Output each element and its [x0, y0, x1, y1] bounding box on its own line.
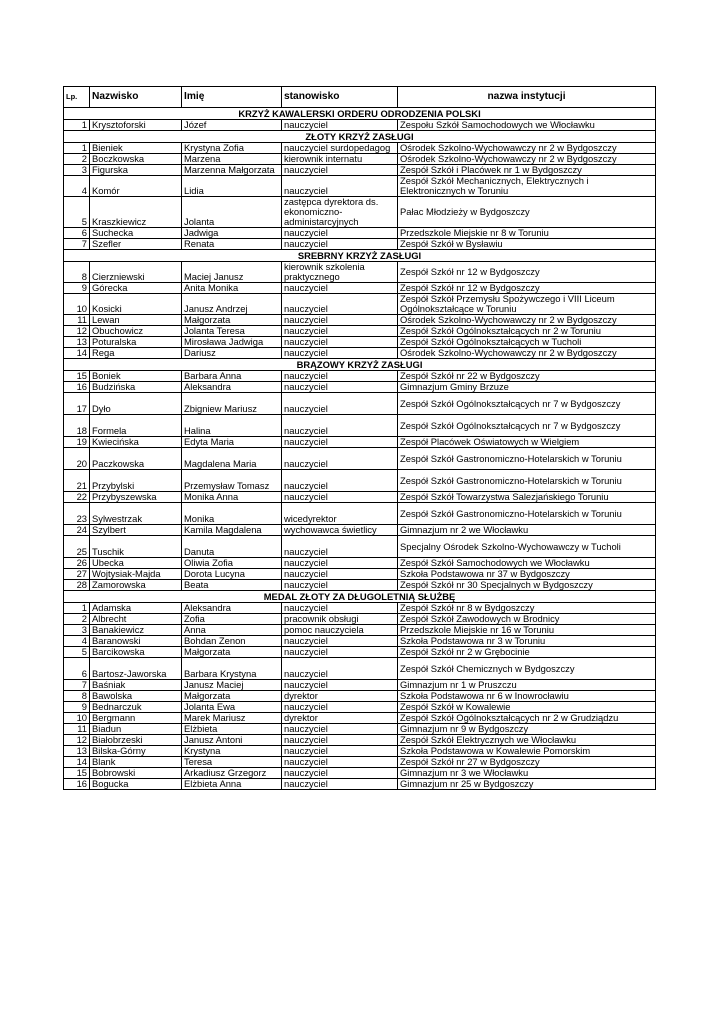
table-row [64, 492, 656, 503]
cell-stanowisko: zastępca dyrektora ds. ekonomiczno-administarcyjnych [282, 197, 398, 228]
cell-lp: 15 [64, 371, 90, 382]
table-row [64, 746, 656, 757]
cell-lp: 22 [64, 492, 90, 503]
cell-stanowisko: wicedyrektor [282, 503, 398, 525]
table-row [64, 448, 656, 470]
cell-stanowisko: dyrektor [282, 713, 398, 724]
section-title: MEDAL ZŁOTY ZA DŁUGOLETNIĄ SŁUŻBĘ [64, 591, 656, 603]
cell-lp: 9 [64, 283, 90, 294]
cell-imie: Arkadiusz Grzegorz [182, 768, 282, 779]
cell-imie: Jolanta [182, 197, 282, 228]
cell-stanowisko: nauczyciel [282, 239, 398, 250]
cell-stanowisko: nauczyciel [282, 315, 398, 326]
cell-imie: Anna [182, 625, 282, 636]
cell-stanowisko: nauczyciel [282, 558, 398, 569]
cell-stanowisko: nauczyciel [282, 569, 398, 580]
cell-nazwisko: Adamska [90, 603, 182, 614]
table-row [64, 315, 656, 326]
table-row [64, 636, 656, 647]
header-imie: Imię [182, 87, 282, 108]
cell-instytucja: Ośrodek Szkolno-Wychowawczy nr 2 w Bydgoszczy [398, 348, 656, 359]
cell-nazwisko: Banakiewicz [90, 625, 182, 636]
cell-nazwisko: Baranowski [90, 636, 182, 647]
table-row [64, 680, 656, 691]
cell-lp: 2 [64, 614, 90, 625]
cell-imie: Małgorzata [182, 315, 282, 326]
cell-imie: Mirosława Jadwiga [182, 337, 282, 348]
section-row [64, 250, 656, 262]
cell-lp: 6 [64, 228, 90, 239]
cell-imie: Krystyna [182, 746, 282, 757]
table-row [64, 724, 656, 735]
cell-lp: 26 [64, 558, 90, 569]
cell-lp: 17 [64, 393, 90, 415]
cell-stanowisko: nauczyciel [282, 176, 398, 197]
cell-nazwisko: Białobrzeski [90, 735, 182, 746]
section-title: ZŁOTY KRZYŻ ZASŁUGI [64, 131, 656, 143]
cell-instytucja: Zespół Placówek Oświatowych w Wielgiem [398, 437, 656, 448]
cell-nazwisko: Barcikowska [90, 647, 182, 658]
cell-imie: Janusz Antoni [182, 735, 282, 746]
cell-lp: 25 [64, 536, 90, 558]
cell-stanowisko: nauczyciel [282, 768, 398, 779]
section-row [64, 131, 656, 143]
cell-nazwisko: Przybyszewska [90, 492, 182, 503]
cell-lp: 23 [64, 503, 90, 525]
section-title: BRĄZOWY KRZYŻ ZASŁUGI [64, 359, 656, 371]
cell-nazwisko: Zamorowska [90, 580, 182, 591]
cell-nazwisko: Obuchowicz [90, 326, 182, 337]
cell-nazwisko: Ubecka [90, 558, 182, 569]
table-row [64, 503, 656, 525]
header-lp: Lp. [64, 87, 90, 108]
cell-instytucja: Zespół Szkół Gastronomiczno-Hotelarskich w Toruniu [398, 448, 656, 470]
table-row [64, 415, 656, 437]
cell-instytucja: Zespół Szkół Przemysłu Spożywczego i VIII Liceum Ogólnokształcące w Toruniu [398, 294, 656, 315]
table-row [64, 558, 656, 569]
cell-imie: Barbara Krystyna [182, 658, 282, 680]
cell-imie: Małgorzata [182, 691, 282, 702]
cell-lp: 8 [64, 262, 90, 283]
cell-imie: Lidia [182, 176, 282, 197]
cell-imie: Teresa [182, 757, 282, 768]
cell-lp: 11 [64, 724, 90, 735]
cell-lp: 28 [64, 580, 90, 591]
cell-nazwisko: Budzińska [90, 382, 182, 393]
cell-lp: 6 [64, 658, 90, 680]
table-row [64, 603, 656, 614]
cell-nazwisko: Paczkowska [90, 448, 182, 470]
cell-imie: Beata [182, 580, 282, 591]
header-nazwisko: Nazwisko [90, 87, 182, 108]
cell-nazwisko: Lewan [90, 315, 182, 326]
cell-instytucja: Ośrodek Szkolno-Wychowawczy nr 2 w Bydgoszczy [398, 315, 656, 326]
table-row [64, 691, 656, 702]
cell-instytucja: Przedszkole Miejskie nr 16 w Toruniu [398, 625, 656, 636]
cell-lp: 4 [64, 176, 90, 197]
cell-nazwisko: Formela [90, 415, 182, 437]
cell-instytucja: Szkoła Podstawowa nr 3 w Toruniu [398, 636, 656, 647]
cell-lp: 16 [64, 382, 90, 393]
cell-instytucja: Zespół Szkół Towarzystwa Salezjańskiego Toruniu [398, 492, 656, 503]
cell-nazwisko: Baśniak [90, 680, 182, 691]
cell-stanowisko: nauczyciel [282, 120, 398, 131]
cell-stanowisko: kierownik szkolenia praktycznego [282, 262, 398, 283]
cell-stanowisko: nauczyciel [282, 636, 398, 647]
cell-stanowisko: nauczyciel [282, 228, 398, 239]
cell-nazwisko: Górecka [90, 283, 182, 294]
table-row [64, 337, 656, 348]
cell-instytucja: Zespół Szkół nr 22 w Bydgoszczy [398, 371, 656, 382]
table-row [64, 120, 656, 131]
cell-nazwisko: Szefler [90, 239, 182, 250]
cell-imie: Anita Monika [182, 283, 282, 294]
cell-imie: Elżbieta Anna [182, 779, 282, 790]
cell-imie: Marzena [182, 154, 282, 165]
cell-stanowisko: nauczyciel [282, 724, 398, 735]
cell-nazwisko: Krysztoforski [90, 120, 182, 131]
cell-instytucja: Zespół Szkół Zawodowych w Brodnicy [398, 614, 656, 625]
cell-imie: Krystyna Zofia [182, 143, 282, 154]
cell-lp: 7 [64, 239, 90, 250]
cell-stanowisko: nauczyciel [282, 470, 398, 492]
cell-instytucja: Zespół Szkół Elektrycznych we Włocławku [398, 735, 656, 746]
table-row [64, 262, 656, 283]
cell-lp: 14 [64, 757, 90, 768]
cell-nazwisko: Boczkowska [90, 154, 182, 165]
cell-nazwisko: Rega [90, 348, 182, 359]
cell-stanowisko: nauczyciel [282, 371, 398, 382]
cell-lp: 1 [64, 120, 90, 131]
cell-lp: 3 [64, 165, 90, 176]
cell-instytucja: Gimnazjum nr 25 w Bydgoszczy [398, 779, 656, 790]
cell-imie: Jadwiga [182, 228, 282, 239]
table-row [64, 393, 656, 415]
cell-instytucja: Szkoła Podstawowa w Kowalewie Pomorskim [398, 746, 656, 757]
cell-nazwisko: Bobrowski [90, 768, 182, 779]
table-row [64, 437, 656, 448]
cell-stanowisko: nauczyciel [282, 382, 398, 393]
table-row [64, 647, 656, 658]
cell-lp: 18 [64, 415, 90, 437]
cell-stanowisko: nauczyciel [282, 348, 398, 359]
cell-stanowisko: nauczyciel [282, 702, 398, 713]
cell-instytucja: Gimnazjum nr 3 we Włocławku [398, 768, 656, 779]
cell-lp: 13 [64, 746, 90, 757]
cell-lp: 2 [64, 154, 90, 165]
cell-lp: 1 [64, 603, 90, 614]
cell-lp: 14 [64, 348, 90, 359]
cell-nazwisko: Biadun [90, 724, 182, 735]
cell-lp: 27 [64, 569, 90, 580]
cell-stanowisko: nauczyciel [282, 580, 398, 591]
table-row [64, 283, 656, 294]
cell-nazwisko: Bieniek [90, 143, 182, 154]
cell-nazwisko: Wojtysiak-Majda [90, 569, 182, 580]
cell-stanowisko: nauczyciel [282, 337, 398, 348]
table-row [64, 525, 656, 536]
cell-stanowisko: nauczyciel [282, 746, 398, 757]
table-row [64, 348, 656, 359]
cell-imie: Elżbieta [182, 724, 282, 735]
table-row [64, 757, 656, 768]
cell-imie: Halina [182, 415, 282, 437]
header-instytucja: nazwa instytucji [398, 87, 656, 108]
cell-lp: 3 [64, 625, 90, 636]
cell-lp: 12 [64, 326, 90, 337]
cell-lp: 7 [64, 680, 90, 691]
cell-nazwisko: Boniek [90, 371, 182, 382]
table-row [64, 239, 656, 250]
cell-stanowisko: nauczyciel [282, 757, 398, 768]
cell-imie: Dorota Lucyna [182, 569, 282, 580]
cell-imie: Bohdan Zenon [182, 636, 282, 647]
table-row [64, 470, 656, 492]
cell-stanowisko: nauczyciel [282, 294, 398, 315]
cell-nazwisko: Dyło [90, 393, 182, 415]
cell-imie: Barbara Anna [182, 371, 282, 382]
table-row [64, 143, 656, 154]
cell-lp: 12 [64, 735, 90, 746]
cell-nazwisko: Tuschik [90, 536, 182, 558]
cell-instytucja: Zespół Szkół Ogólnokształcących nr 2 w Grudziądzu [398, 713, 656, 724]
cell-instytucja: Zespół Szkół Ogólnokształcących nr 7 w Bydgoszczy [398, 415, 656, 437]
table-row [64, 176, 656, 197]
cell-imie: Aleksandra [182, 382, 282, 393]
table-row [64, 371, 656, 382]
cell-nazwisko: Bogucka [90, 779, 182, 790]
cell-stanowisko: pomoc nauczyciela [282, 625, 398, 636]
cell-imie: Janusz Maciej [182, 680, 282, 691]
cell-imie: Marzenna Małgorzata [182, 165, 282, 176]
cell-instytucja: Ośrodek Szkolno-Wychowawczy nr 2 w Bydgoszczy [398, 143, 656, 154]
cell-lp: 5 [64, 647, 90, 658]
cell-lp: 21 [64, 470, 90, 492]
cell-nazwisko: Sylwestrzak [90, 503, 182, 525]
cell-nazwisko: Kwiecińska [90, 437, 182, 448]
table-row [64, 779, 656, 790]
cell-nazwisko: Przybylski [90, 470, 182, 492]
table-row [64, 382, 656, 393]
cell-imie: Józef [182, 120, 282, 131]
table-row [64, 625, 656, 636]
cell-stanowisko: kierownik internatu [282, 154, 398, 165]
header-stanowisko: stanowisko [282, 87, 398, 108]
table-row [64, 326, 656, 337]
cell-instytucja: Pałac Młodzieży w Bydgoszczy [398, 197, 656, 228]
cell-lp: 8 [64, 691, 90, 702]
cell-imie: Dariusz [182, 348, 282, 359]
cell-imie: Jolanta Ewa [182, 702, 282, 713]
cell-lp: 9 [64, 702, 90, 713]
cell-nazwisko: Kraszkiewicz [90, 197, 182, 228]
cell-instytucja: Zespół Szkół Ogólnokształcących w Tucholi [398, 337, 656, 348]
cell-imie: Aleksandra [182, 603, 282, 614]
cell-imie: Oliwia Zofia [182, 558, 282, 569]
cell-instytucja: Przedszkole Miejskie nr 8 w Toruniu [398, 228, 656, 239]
cell-imie: Jolanta Teresa [182, 326, 282, 337]
cell-stanowisko: nauczyciel [282, 437, 398, 448]
table-row [64, 713, 656, 724]
cell-nazwisko: Bawolska [90, 691, 182, 702]
cell-stanowisko: nauczyciel [282, 680, 398, 691]
cell-stanowisko: dyrektor [282, 691, 398, 702]
cell-imie: Magdalena Maria [182, 448, 282, 470]
cell-nazwisko: Bartosz-Jaworska [90, 658, 182, 680]
cell-lp: 5 [64, 197, 90, 228]
cell-stanowisko: wychowawca świetlicy [282, 525, 398, 536]
cell-stanowisko: nauczyciel surdopedagog [282, 143, 398, 154]
cell-stanowisko: nauczyciel [282, 283, 398, 294]
table-row [64, 228, 656, 239]
cell-stanowisko: pracownik obsługi [282, 614, 398, 625]
cell-imie: Monika [182, 503, 282, 525]
cell-instytucja: Gimnazjum Gminy Brzuze [398, 382, 656, 393]
cell-imie: Renata [182, 239, 282, 250]
cell-stanowisko: nauczyciel [282, 492, 398, 503]
cell-nazwisko: Poturalska [90, 337, 182, 348]
cell-lp: 24 [64, 525, 90, 536]
table-row [64, 536, 656, 558]
cell-instytucja: Zespół Szkół nr 2 w Grębocinie [398, 647, 656, 658]
cell-instytucja: Zespół Szkół Ogólnokształcących nr 2 w Toruniu [398, 326, 656, 337]
cell-nazwisko: Bednarczuk [90, 702, 182, 713]
section-row [64, 108, 656, 120]
cell-nazwisko: Suchecka [90, 228, 182, 239]
cell-lp: 10 [64, 713, 90, 724]
cell-stanowisko: nauczyciel [282, 326, 398, 337]
cell-nazwisko: Kosicki [90, 294, 182, 315]
cell-stanowisko: nauczyciel [282, 165, 398, 176]
table-row [64, 580, 656, 591]
cell-instytucja: Zespół Szkół nr 30 Specjalnych w Bydgoszczy [398, 580, 656, 591]
section-title: SREBRNY KRZYŻ ZASŁUGI [64, 250, 656, 262]
table-row [64, 768, 656, 779]
table-row [64, 702, 656, 713]
cell-stanowisko: nauczyciel [282, 603, 398, 614]
section-title: KRZYŻ KAWALERSKI ORDERU ODRODZENIA POLSKI [64, 108, 656, 120]
cell-lp: 19 [64, 437, 90, 448]
cell-instytucja: Ośrodek Szkolno-Wychowawczy nr 2 w Bydgoszczy [398, 154, 656, 165]
cell-instytucja: Zespół Szkół Gastronomiczno-Hotelarskich w Toruniu [398, 503, 656, 525]
cell-instytucja: Zespół Szkół nr 27 w Bydgoszczy [398, 757, 656, 768]
cell-nazwisko: Figurska [90, 165, 182, 176]
cell-stanowisko: nauczyciel [282, 393, 398, 415]
cell-stanowisko: nauczyciel [282, 779, 398, 790]
awards-table-body [64, 87, 656, 790]
cell-instytucja: Zespół Szkół i Placówek nr 1 w Bydgoszczy [398, 165, 656, 176]
cell-imie: Edyta Maria [182, 437, 282, 448]
cell-instytucja: Szkoła Podstawowa nr 37 w Bydgoszczy [398, 569, 656, 580]
table-row [64, 294, 656, 315]
cell-lp: 16 [64, 779, 90, 790]
cell-instytucja: Zespół Szkół w Kowalewie [398, 702, 656, 713]
cell-lp: 15 [64, 768, 90, 779]
cell-instytucja: Zespół Szkół nr 12 w Bydgoszczy [398, 283, 656, 294]
cell-imie: Janusz Andrzej [182, 294, 282, 315]
cell-instytucja: Zespołu Szkół Samochodowych we Włocławku [398, 120, 656, 131]
cell-instytucja: Zespół Szkół Ogólnokształcących nr 7 w Bydgoszczy [398, 393, 656, 415]
section-row [64, 591, 656, 603]
cell-lp: 20 [64, 448, 90, 470]
cell-instytucja: Zespół Szkół nr 12 w Bydgoszczy [398, 262, 656, 283]
cell-nazwisko: Albrecht [90, 614, 182, 625]
cell-instytucja: Gimnazjum nr 1 w Pruszczu [398, 680, 656, 691]
cell-instytucja: Zespół Szkół nr 8 w Bydgoszczy [398, 603, 656, 614]
section-row [64, 359, 656, 371]
cell-lp: 10 [64, 294, 90, 315]
cell-instytucja: Zespół Szkół w Bysławiu [398, 239, 656, 250]
cell-stanowisko: nauczyciel [282, 735, 398, 746]
cell-imie: Zbigniew Mariusz [182, 393, 282, 415]
table-row [64, 154, 656, 165]
cell-lp: 1 [64, 143, 90, 154]
cell-stanowisko: nauczyciel [282, 448, 398, 470]
cell-nazwisko: Bilska-Górny [90, 746, 182, 757]
table-row [64, 614, 656, 625]
cell-instytucja: Zespół Szkół Gastronomiczno-Hotelarskich w Toruniu [398, 470, 656, 492]
cell-instytucja: Specjalny Ośrodek Szkolno-Wychowawczy w Tucholi [398, 536, 656, 558]
cell-imie: Kamila Magdalena [182, 525, 282, 536]
cell-lp: 11 [64, 315, 90, 326]
cell-lp: 13 [64, 337, 90, 348]
cell-nazwisko: Komór [90, 176, 182, 197]
cell-stanowisko: nauczyciel [282, 415, 398, 437]
cell-imie: Monika Anna [182, 492, 282, 503]
cell-lp: 4 [64, 636, 90, 647]
cell-imie: Danuta [182, 536, 282, 558]
cell-nazwisko: Cierzniewski [90, 262, 182, 283]
cell-instytucja: Gimnazjum nr 9 w Bydgoszczy [398, 724, 656, 735]
cell-stanowisko: nauczyciel [282, 658, 398, 680]
table-row [64, 197, 656, 228]
cell-instytucja: Zespół Szkół Samochodowych we Włocławku [398, 558, 656, 569]
table-row [64, 735, 656, 746]
cell-nazwisko: Szylbert [90, 525, 182, 536]
cell-nazwisko: Bergmann [90, 713, 182, 724]
cell-stanowisko: nauczyciel [282, 536, 398, 558]
cell-imie: Małgorzata [182, 647, 282, 658]
header-row [64, 87, 656, 108]
table-row [64, 569, 656, 580]
cell-instytucja: Szkoła Podstawowa nr 6 w Inowrocławiu [398, 691, 656, 702]
cell-stanowisko: nauczyciel [282, 647, 398, 658]
cell-imie: Zofia [182, 614, 282, 625]
table-row [64, 165, 656, 176]
table-row [64, 658, 656, 680]
cell-instytucja: Zespół Szkół Mechanicznych, Elektrycznych i Elektronicznych w Toruniu [398, 176, 656, 197]
awards-table [63, 86, 656, 790]
cell-nazwisko: Blank [90, 757, 182, 768]
cell-imie: Maciej Janusz [182, 262, 282, 283]
cell-instytucja: Zespół Szkół Chemicznych w Bydgoszczy [398, 658, 656, 680]
cell-instytucja: Gimnazjum nr 2 we Włocławku [398, 525, 656, 536]
cell-imie: Marek Mariusz [182, 713, 282, 724]
cell-imie: Przemysław Tomasz [182, 470, 282, 492]
